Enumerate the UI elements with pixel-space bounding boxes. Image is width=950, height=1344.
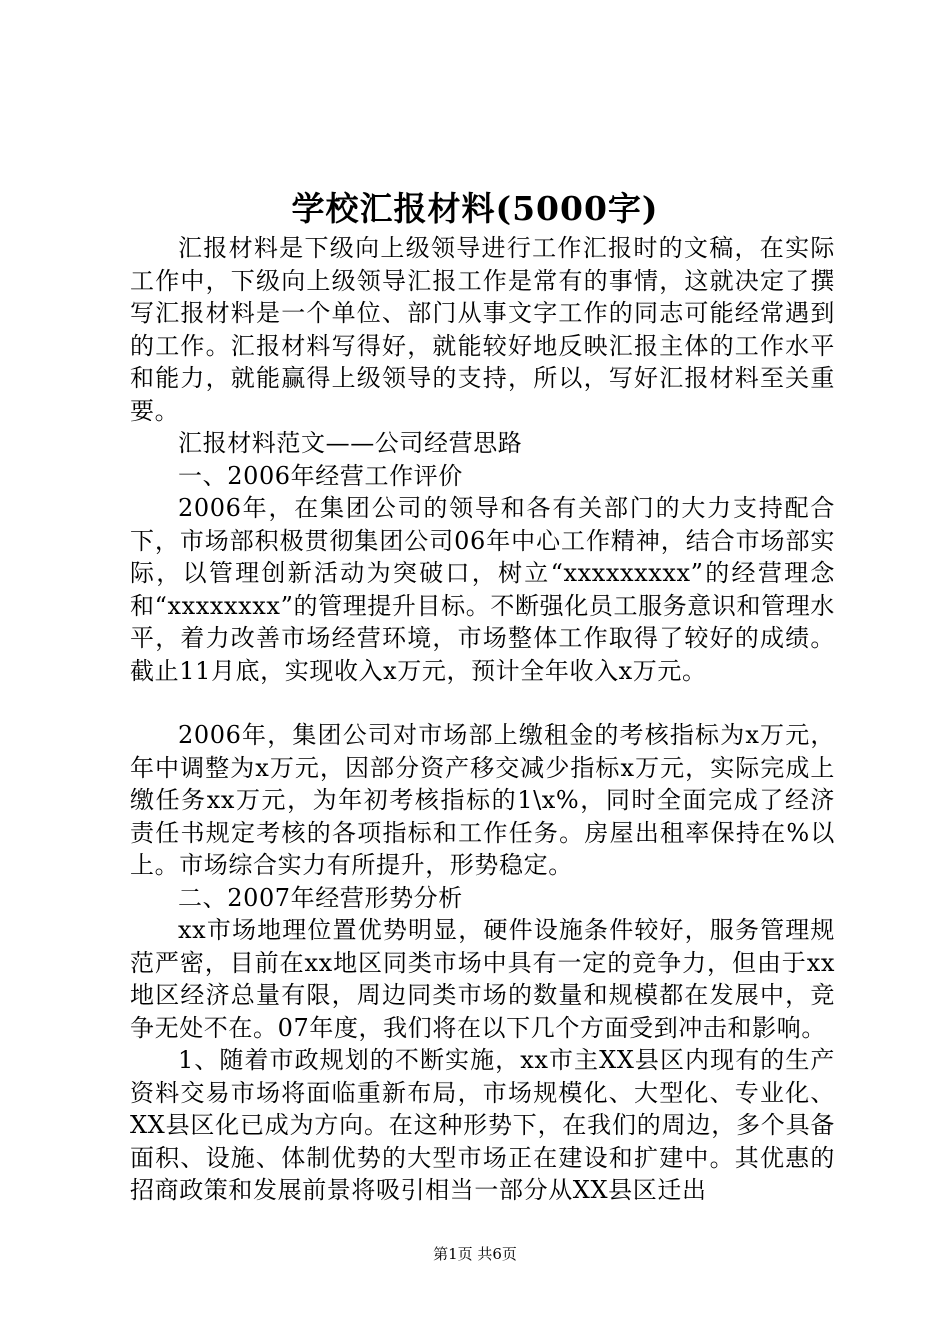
- paragraph-2006-rent: 2006年，集团公司对市场部上缴租金的考核指标为x万元，年中调整为x万元，因部分资产移交减少指标x万元，实际完成上缴任务xx万元，为年初考核指标的1\x%，同时全面完成了经济责任书规定考核的各项指标和工作任务。房屋出租率保持在%以上。市场综合实力有所提升，形势稳定。: [130, 721, 835, 879]
- section-heading-2006: 一、2006年经营工作评价: [178, 461, 463, 490]
- paragraph-2007-analysis: xx市场地理位置优势明显，硬件设施条件较好，服务管理规范严密，目前在xx地区同类市场中具有一定的竞争力，但由于xx地区经济总量有限，周边同类市场的数量和规模都在发展中，竞争无处不在。07年度，我们将在以下几个方面受到冲击和影响。: [130, 916, 835, 1042]
- paragraph-sample-heading: 汇报材料范文——公司经营思路: [178, 429, 523, 457]
- paragraph-intro: 汇报材料是下级向上级领导进行工作汇报时的文稿，在实际工作中，下级向上级领导汇报工作是常有的事情，这就决定了撰写汇报材料是一个单位、部门从事文字工作的同志可能经常遇到的工作。汇报材料写得好，就能较好地反映汇报主体的工作水平和能力，就能赢得上级领导的支持，所以，写好汇报材料至关重要。: [130, 234, 835, 425]
- paragraph-2006-review: 2006年，在集团公司的领导和各有关部门的大力支持配合下，市场部积极贯彻集团公司06年中心工作精神，结合市场部实际，以管理创新活动为突破口，树立“xxxxxxxxx”的经营理念和“xxxxxxxx”的管理提升目标。不断强化员工服务意识和管理水平，着力改善市场经营环境，市场整体工作取得了较好的成绩。截止11月底，实现收入x万元，预计全年收入x万元。: [130, 494, 835, 685]
- document-title: 学校汇报材料(5000字): [291, 189, 659, 228]
- section-heading-2007: 二、2007年经营形势分析: [178, 883, 463, 912]
- page-footer: 第1页 共6页: [433, 1245, 517, 1263]
- paragraph-point-1: 1、随着市政规划的不断实施，xx市主XX县区内现有的生产资料交易市场将面临重新布局，市场规模化、大型化、专业化、XX县区化已成为方向。在这种形势下，在我们的周边，多个具备面积、设施、体制优势的大型市场正在建设和扩建中。其优惠的招商政策和发展前景将吸引相当一部分从XX县区迁出: [130, 1046, 835, 1204]
- document-body: [130, 232, 835, 1207]
